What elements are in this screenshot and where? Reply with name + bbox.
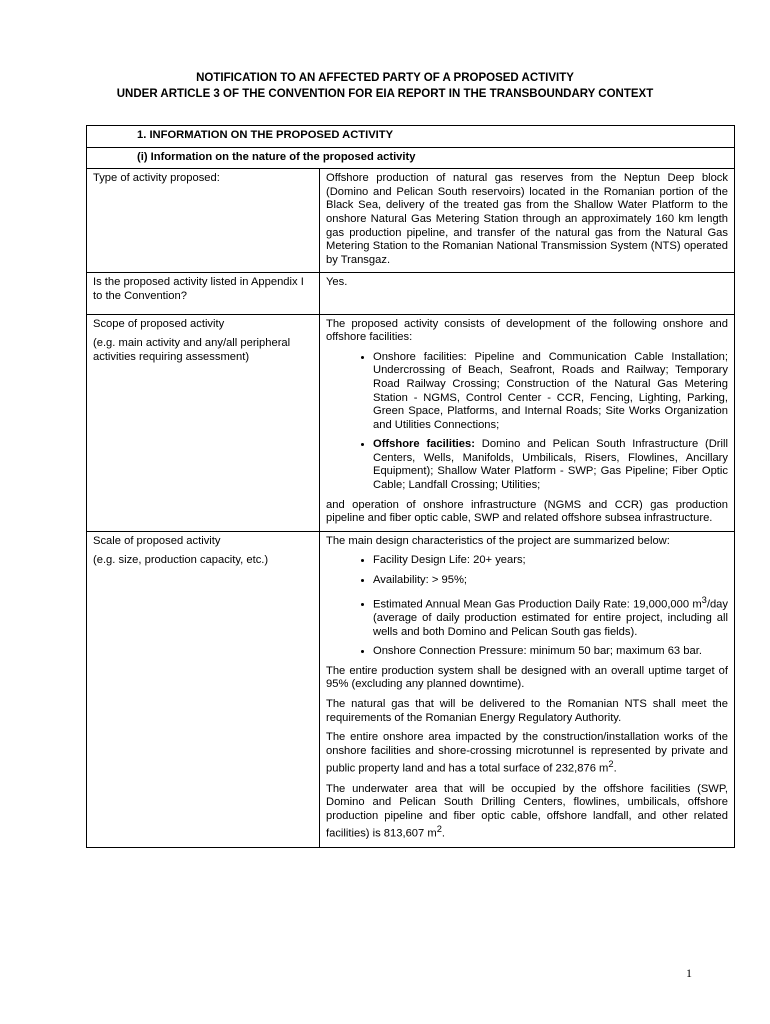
offshore-facilities-label: Offshore facilities: <box>373 438 475 451</box>
onshore-area-text: The entire onshore area impacted by the construction/installation works of the onshore facilities and shore-crossing microtunnel is represented by private and public property land and has a total surface of 232,876 m <box>326 731 728 776</box>
production-rate-item <box>373 594 728 640</box>
uptime-paragraph: The entire production system shall be designed with an overall uptime target of 95% (excluding any planned downtime). <box>326 664 728 691</box>
scale-intro: The main design characteristics of the project are summarized below: <box>326 534 670 547</box>
connection-pressure-item: • Onshore Connection Pressure: minimum 50 bar; maximum 63 bar. <box>373 645 728 659</box>
gas-quality-paragraph: The natural gas that will be delivered to the Romanian NTS shall meet the requirements of the Romanian Energy Regulatory Authority. <box>326 697 728 724</box>
table-row <box>87 273 735 314</box>
title-line-1: NOTIFICATION TO AN AFFECTED PARTY OF A PROPOSED ACTIVITY <box>196 72 574 84</box>
scope-label: Scope of proposed activity <box>93 317 225 330</box>
cubic-superscript: 3 <box>701 594 707 605</box>
production-rate-note: /day (average of daily production estimated for entire project, including all wells and both Domino and Pelican South gas fields). <box>373 598 728 638</box>
title-line-2: UNDER ARTICLE 3 OF THE CONVENTION FOR EIA REPORT IN THE TRANSBOUNDARY CONTEXT <box>116 88 654 100</box>
table-row <box>87 314 735 531</box>
document-title <box>0 70 770 102</box>
scope-sublabel: (e.g. main activity and any/all peripheral activities requiring assessment) <box>93 337 291 363</box>
scope-outro: and operation of onshore infrastructure (NGMS and CCR) gas production pipeline and fiber optic cable, SWP and related offshore subsea infrastructure. <box>326 498 728 525</box>
scope-intro: The proposed activity consists of development of the following onshore and offshore facilities: <box>326 317 728 344</box>
type-value-cell <box>320 169 735 273</box>
availability-item: • Availability: > 95%; <box>373 574 728 588</box>
square-superscript: 2 <box>436 824 442 835</box>
underwater-area-end: . <box>441 828 445 841</box>
scope-list <box>326 351 728 493</box>
activity-info-table <box>86 125 735 848</box>
type-value: Offshore production of natural gas reserves from the Neptun Deep block (Domino and Pelican South reservoirs) located in the Romanian portion of the Black Sea, delivery of the treated gas from the Shallow Water Platform to the onshore Natural Gas Metering Station through an approximately 160 km length gas production pipeline, and transfer of the natural gas from the Natural Gas Metering Station to the Romanian National Transmission System (NTS) operated by Transgaz. <box>326 172 728 266</box>
scale-list <box>326 554 728 658</box>
subsection-heading-row <box>87 147 735 169</box>
appendix-value-cell <box>320 273 735 314</box>
scale-label: Scale of proposed activity <box>93 534 221 547</box>
scope-label-cell <box>87 314 320 531</box>
scope-offshore-item <box>373 438 728 492</box>
subsection-heading: (i) Information on the nature of the proposed activity <box>87 147 735 169</box>
design-life-item: • Facility Design Life: 20+ years; <box>373 554 728 568</box>
onshore-area-end: . <box>613 763 617 776</box>
page-number: 1 <box>686 966 692 980</box>
underwater-area-text: The underwater area that will be occupied by the offshore facilities (SWP, Domino and Pelican South Drilling Centers, flowlines, umbilicals, offshore production pipeline and fiber optic cable, offshore landfall, and other related facilities) is 813,607 m <box>326 782 728 841</box>
scale-label-cell <box>87 531 320 847</box>
scale-value-cell <box>320 531 735 847</box>
underwater-area-paragraph <box>326 783 728 842</box>
production-rate-text: Estimated Annual Mean Gas Production Daily Rate: 19,000,000 m <box>373 598 702 611</box>
square-superscript: 2 <box>608 759 614 770</box>
scope-value-cell <box>320 314 735 531</box>
type-label-cell <box>87 169 320 273</box>
appendix-label-cell <box>87 273 320 314</box>
offshore-facilities-text: Domino and Pelican South Infrastructure (Drill Centers, Wells, Manifolds, Umbilicals, Risers, Flowlines, Ancillary Equipment); Shallow Water Platform - SWP; Gas Pipeline; Fiber Optic Cable; Landfall Crossing; Utilities; <box>373 438 728 492</box>
table-row <box>87 531 735 847</box>
scope-onshore-item: • Onshore facilities: Pipeline and Communication Cable Installation; Undercrossing of Beach, Seafront, Roads and Railway; Temporary Road Railway Crossing; Construction of the Natural Gas Metering Station - NGMS, Control Center - CCR, Fencing, Lighting, Parking, Green Space, Platforms, and Internal Roads; Site Works Organization and Utilities Connections; <box>373 351 728 433</box>
onshore-area-paragraph <box>326 731 728 777</box>
table-row <box>87 169 735 273</box>
section-heading: 1. INFORMATION ON THE PROPOSED ACTIVITY <box>87 126 735 148</box>
scale-sublabel: (e.g. size, production capacity, etc.) <box>93 554 269 567</box>
appendix-label: Is the proposed activity listed in Appendix I to the Convention? <box>93 276 304 302</box>
appendix-value: Yes. <box>326 276 348 289</box>
type-label: Type of activity proposed: <box>93 172 220 185</box>
section-heading-row <box>87 126 735 148</box>
